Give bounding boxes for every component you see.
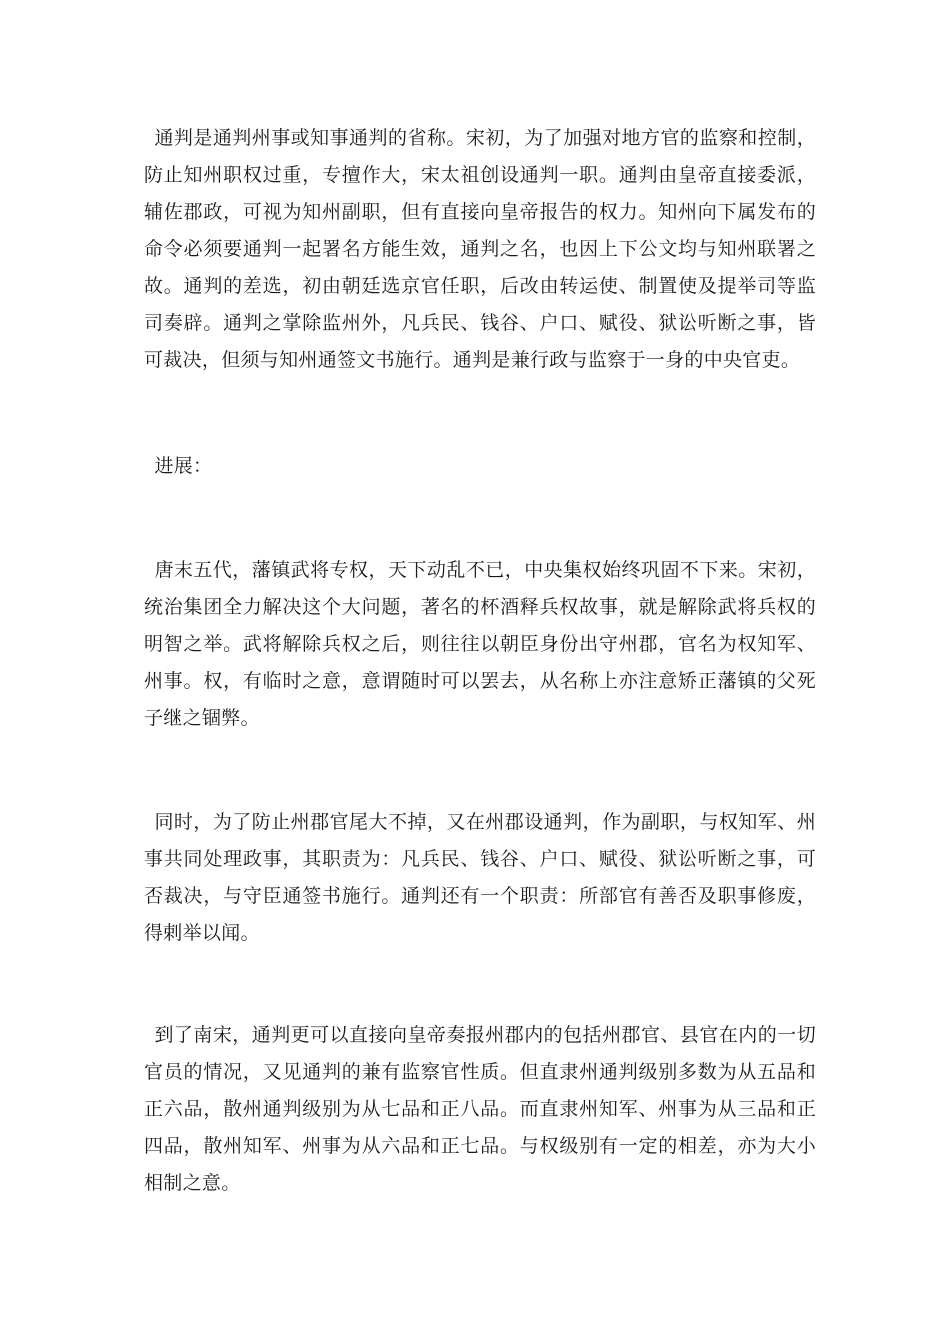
paragraph-definition: 通判是通判州事或知事通判的省称。宋初，为了加强对地方官的监察和控制，防止知州职权过重，专擅作大，宋太祖创设通判一职。通判由皇帝直接委派，辅佐郡政，可视为知州副职，但有直接向皇帝报告的权力。知州向下属发布的命令必须要通判一起署名方能生效，通判之名，也因上下公文均与知州联署之故。通判的差选，初由朝廷选京官任职，后改由转运使、制置使及提举司等监司奏辟。通判之掌除监州外，凡兵民、钱谷、户口、赋役、狱讼听断之事，皆可裁决，但须与知州通签文书施行。通判是兼行政与监察于一身的中央官吏。	[144, 127, 816, 371]
paragraph-background: 唐末五代，藩镇武将专权，天下动乱不已，中央集权始终巩固不下来。宋初，统治集团全力解决这个大问题，著名的杯酒释兵权故事，就是解除武将兵权的明智之举。武将解除兵权之后，则往往以朝臣身份出守州郡，官名为权知军、州事。权，有临时之意，意谓随时可以罢去，从名称上亦注意矫正藩镇的父死子继之锢弊。	[144, 559, 816, 729]
paragraph-duties: 同时，为了防止州郡官尾大不掉，又在州郡设通判，作为副职，与权知军、州事共同处理政事，其职责为：凡兵民、钱谷、户口、赋役、狱讼听断之事，可否裁决，与守臣通签书施行。通判还有一个职责：所部官有善否及职事修废，得剌举以闻。	[144, 811, 816, 944]
section-heading-progress: 进展：	[154, 455, 213, 477]
paragraph-southern-song: 到了南宋，通判更可以直接向皇帝奏报州郡内的包括州郡官、县官在内的一切官员的情况，又见通判的兼有监察官性质。但直隶州通判级别多数为从五品和正六品，散州通判级别为从七品和正八品。而直隶州知军、州事为从三品和正四品，散州知军、州事为从六品和正七品。与权级别有一定的相差，亦为大小相制之意。	[144, 1024, 816, 1194]
